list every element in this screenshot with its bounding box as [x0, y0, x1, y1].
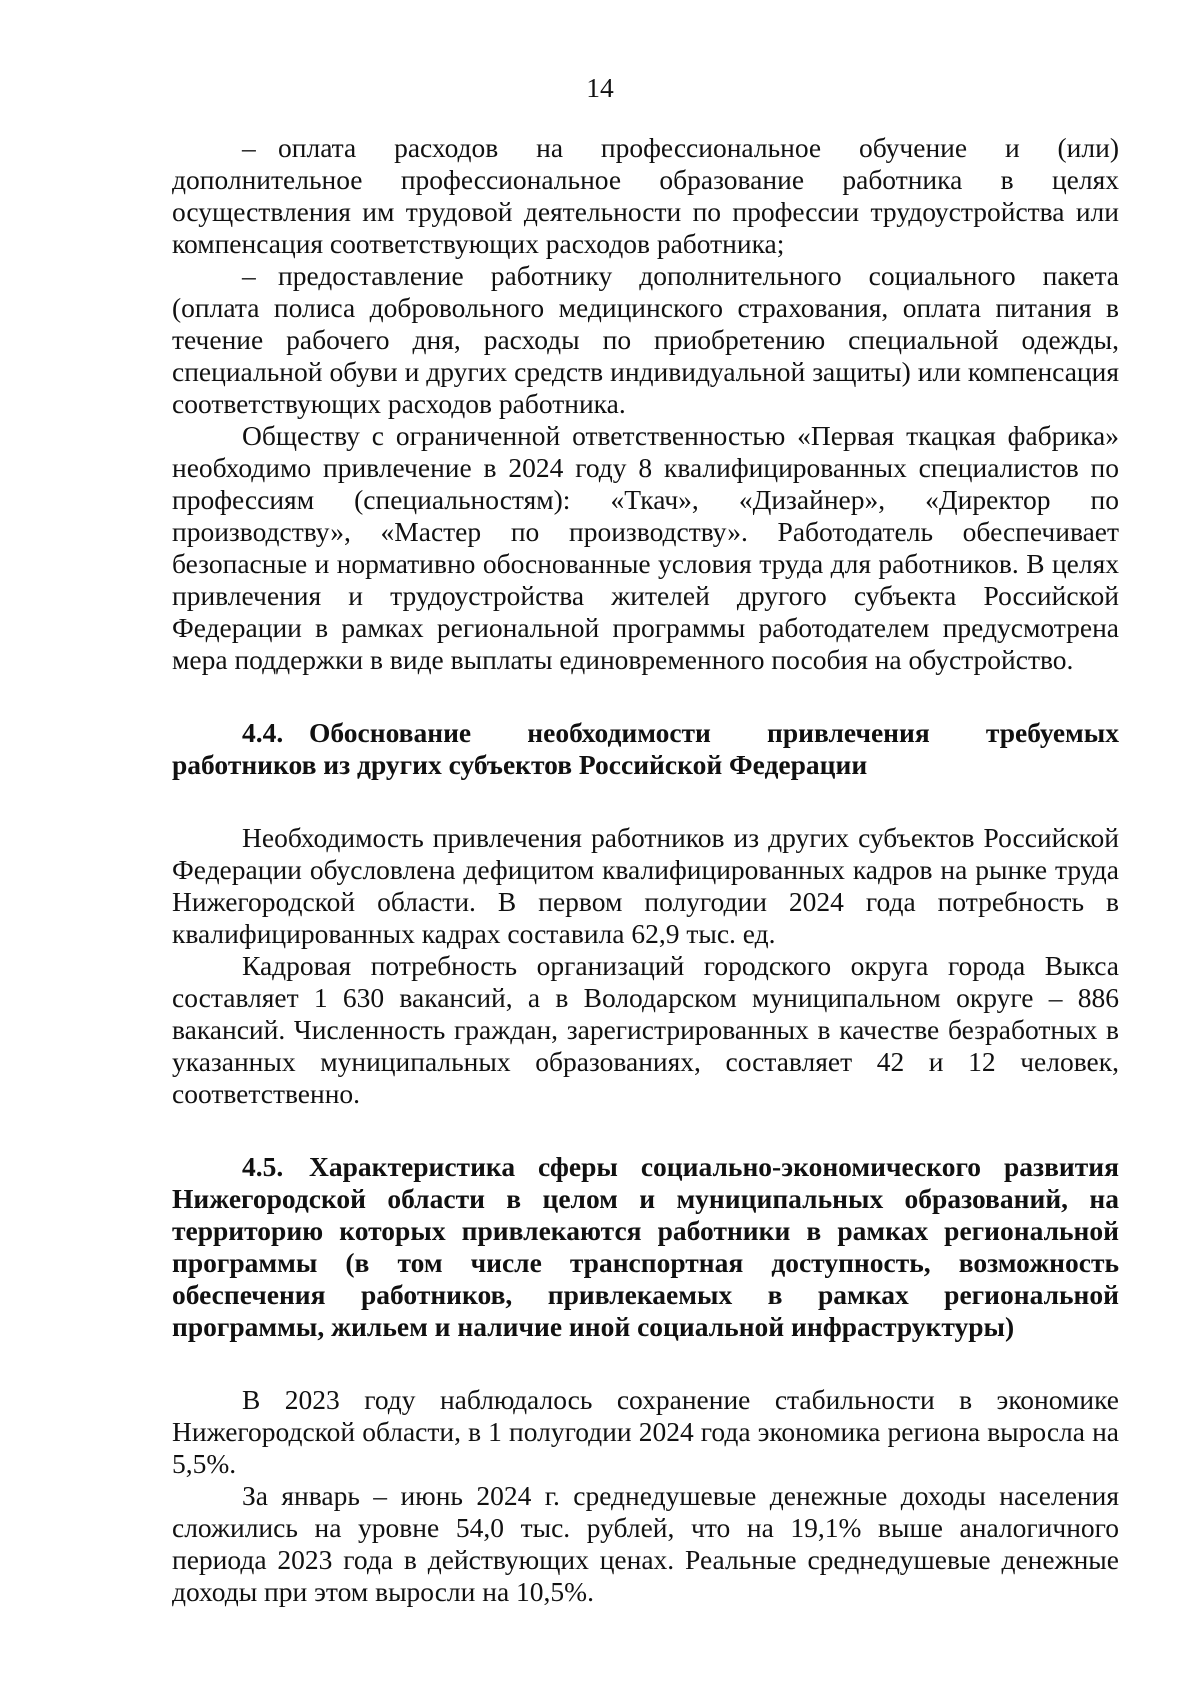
- paragraph-employer-intro: Обществу с ограниченной ответственностью «Первая ткацкая фабрика» необходимо привлечение в 2024 году 8 квалифицированных специалистов по профессиям (специальностям): «Ткач», «Дизайнер», «Директор по производству», «Мастер по производству». Работодатель обеспечивает безопасные и нормативно обоснованные условия труда для работников. В целях привлечения и трудоустройства жителей другого субъекта Российской Федерации в рамках региональной программы работодателем предусмотрена мера поддержки в виде выплаты единовременного пособия на обустройство.: [172, 420, 1119, 675]
- spacer: [172, 676, 1119, 717]
- list-item-text: предоставление работнику дополнительного социального пакета (оплата полиса добровольного медицинского страхования, оплата питания в течение рабочего дня, расходы по приобретению специальной одежды, специальной обуви и других средств индивидуальной защиты) или компенсация соответствующих расходов работника.: [172, 260, 1119, 419]
- list-dash: –: [242, 260, 256, 291]
- section-number: 4.5.: [242, 1151, 284, 1182]
- section-heading-4-4: [172, 717, 1119, 781]
- section-title: Характеристика сферы социально-экономического развития Нижегородской области в целом и муниципальных образований, на территорию которых привлекаются работники в рамках региональной программы (в том числе транспортная доступность, возможность обеспечения работников, привлекаемых в рамках региональной программы, жильем и наличие иной социальной инфраструктуры): [172, 1151, 1119, 1342]
- paragraph: За январь – июнь 2024 г. среднедушевые денежные доходы населения сложились на уровне 54,0 тыс. рублей, что на 19,1% выше аналогичного периода 2023 года в действующих ценах. Реальные среднедушевые денежные доходы при этом выросли на 10,5%.: [172, 1480, 1119, 1607]
- section-title: Обоснование необходимости привлечения требуемых работников из других субъектов Российской Федерации: [172, 717, 1119, 780]
- page-number: 14: [586, 72, 614, 103]
- paragraph: Кадровая потребность организаций городского округа города Выкса составляет 1 630 вакансий, а в Володарском муниципальном округе – 886 вакансий. Численность граждан, зарегистрированных в качестве безработных в указанных муниципальных образованиях, составляет 42 и 12 человек, соответственно.: [172, 950, 1119, 1109]
- list-dash: –: [242, 132, 256, 163]
- list-item: [172, 260, 1119, 420]
- spacer: [172, 1343, 1119, 1384]
- spacer: [172, 781, 1119, 822]
- section-heading-4-5: [172, 1151, 1119, 1343]
- section-number: 4.4.: [242, 717, 284, 748]
- list-item: [172, 132, 1119, 260]
- list-item-text: оплата расходов на профессиональное обучение и (или) дополнительное профессиональное образование работника в целях осуществления им трудовой деятельности по профессии трудоустройства или компенсация соответствующих расходов работника;: [172, 132, 1119, 259]
- paragraph: В 2023 году наблюдалось сохранение стабильности в экономике Нижегородской области, в 1 полугодии 2024 года экономика региона выросла на 5,5%.: [172, 1384, 1119, 1479]
- spacer: [172, 1110, 1119, 1151]
- paragraph: Необходимость привлечения работников из других субъектов Российской Федерации обусловлена дефицитом квалифицированных кадров на рынке труда Нижегородской области. В первом полугодии 2024 года потребность в квалифицированных кадрах составила 62,9 тыс. ед.: [172, 822, 1119, 949]
- page-content: [172, 132, 1119, 1608]
